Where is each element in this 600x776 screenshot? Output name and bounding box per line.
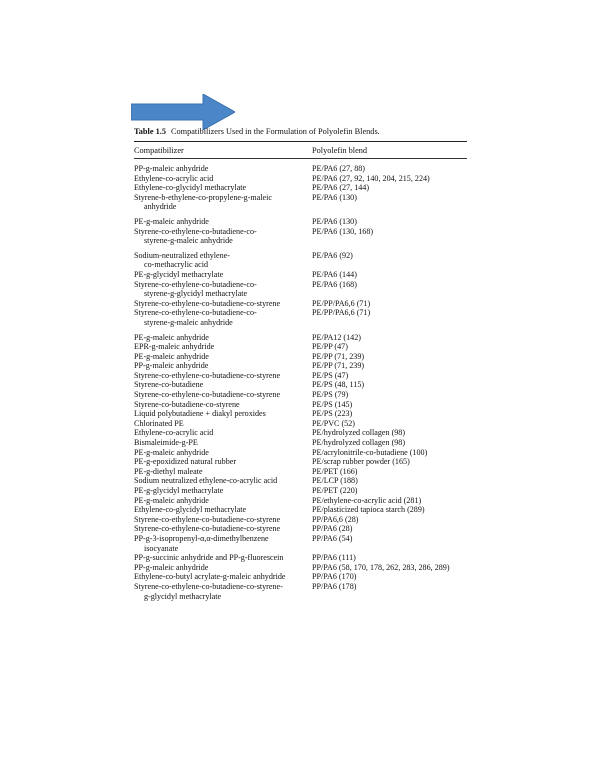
compatibilizer-cell	[134, 183, 312, 193]
compatibilizer-text: co-methacrylic acid	[144, 260, 209, 270]
table-row	[134, 486, 467, 496]
compatibilizer-text: Bismaleimide-g-PE	[134, 438, 198, 448]
polyolefin-blend-cell: PE/acrylonitrile-co-butadiene (100)	[312, 447, 428, 457]
header-polyolefin-blend: Polyolefin blend	[312, 146, 368, 155]
polyolefin-blend-cell: PE/PP/PA6,6 (71)	[312, 308, 371, 318]
table-row	[134, 553, 467, 563]
compatibilizer-cell	[134, 409, 312, 419]
table-title: Compatibilizers Used in the Formulation of Polyolefin Blends.	[170, 127, 380, 136]
compatibilizer-cell	[134, 486, 312, 496]
compatibilizer-cell	[134, 476, 312, 486]
table-row	[134, 164, 467, 174]
polyolefin-blend-cell: PP/PA6 (28)	[312, 524, 353, 534]
polyolefin-blend-cell: PE/PP (47)	[312, 342, 348, 352]
compatibilizer-cell	[134, 217, 312, 227]
polyolefin-blend-cell: PE/hydrolyzed collagen (98)	[312, 438, 406, 448]
polyolefin-blend-cell: PE/PA6 (27, 92, 140, 204, 215, 224)	[312, 173, 430, 183]
compatibilizer-text: styrene-g-maleic anhydride	[144, 236, 233, 246]
arrow-right-icon	[131, 94, 235, 130]
header-compatibilizer: Compatibilizer	[134, 146, 184, 155]
table-row	[134, 476, 467, 486]
table-row	[134, 448, 467, 458]
polyolefin-blend-cell: PE/PS (47)	[312, 370, 349, 380]
compatibilizer-text: PE-g-maleic anhydride	[134, 351, 209, 361]
compatibilizer-cell	[134, 400, 312, 410]
table-row	[134, 270, 467, 280]
polyolefin-blend-cell: PE/PA6 (144)	[312, 269, 357, 279]
polyolefin-blend-cell: PP/PA6 (178)	[312, 581, 357, 591]
compatibilizer-text: Ethylene-co-acrylic acid	[134, 173, 214, 183]
compatibilizer-text: Sodium-neutralized ethylene-	[134, 250, 230, 260]
table-row	[134, 534, 467, 553]
table-row	[134, 333, 467, 343]
compatibilizer-text: Styrene-co-butadiene-co-styrene	[134, 399, 240, 409]
compatibilizer-text: Styrene-co-ethylene-co-butadiene-co-styrene	[134, 298, 281, 308]
table-row	[134, 251, 467, 270]
polyolefin-blend-cell: PE/PVC (52)	[312, 418, 355, 428]
polyolefin-blend-cell: PE/PA6 (130)	[312, 192, 357, 202]
polyolefin-blend-cell: PE/PA6 (27, 88)	[312, 164, 365, 173]
compatibilizer-text: PP-g-succinic anhydride and PP-g-fluorescein	[134, 553, 284, 563]
compatibilizer-cell	[134, 371, 312, 381]
compatibilizer-cell	[134, 563, 312, 573]
compatibilizer-cell	[134, 308, 312, 327]
table-row	[134, 217, 467, 227]
polyolefin-blend-cell: PE/PS (145)	[312, 399, 353, 409]
polyolefin-blend-cell: PE/PA6 (130)	[312, 216, 357, 226]
table-row	[134, 524, 467, 534]
compatibilizer-text: PE-g-glycidyl methacrylate	[134, 269, 224, 279]
table-row	[134, 390, 467, 400]
compatibilizer-cell	[134, 448, 312, 458]
polyolefin-blend-cell: PE/hydrolyzed collagen (98)	[312, 428, 406, 438]
table-row	[134, 342, 467, 352]
table-row	[134, 183, 467, 193]
compatibilizer-text: Ethylene-co-glycidyl methacrylate	[134, 505, 247, 515]
table-row	[134, 227, 467, 246]
compatibilizer-text: PP-g-maleic anhydride	[134, 562, 209, 572]
table-row	[134, 409, 467, 419]
compatibilizer-cell	[134, 299, 312, 309]
compatibilizer-text: PP-g-3-isopropenyl-α,α-dimethylbenzene	[134, 533, 269, 543]
table-row	[134, 582, 467, 601]
compatibilizer-text: Styrene-b-ethylene-co-propylene-g-maleic	[134, 192, 272, 202]
compatibilizer-text: styrene-g-glycidyl methacrylate	[144, 289, 248, 299]
table-row	[134, 457, 467, 467]
polyolefin-blend-cell: PP/PA6 (58, 170, 178, 262, 283, 286, 289)	[312, 562, 450, 572]
table-row	[134, 515, 467, 525]
compatibilizer-cell	[134, 457, 312, 467]
polyolefin-blend-cell: PE/PA12 (142)	[312, 332, 361, 342]
polyolefin-blend-cell: PE/PS (79)	[312, 390, 349, 400]
compatibilizer-cell	[134, 390, 312, 400]
polyolefin-blend-cell: PE/PA6 (168)	[312, 279, 357, 289]
compatibilizer-cell	[134, 270, 312, 280]
compatibilizer-text: EPR-g-maleic anhydride	[134, 342, 215, 352]
polyolefin-blend-cell: PE/PP (71, 239)	[312, 361, 365, 371]
compatibilizer-cell	[134, 352, 312, 362]
polyolefin-blend-cell: PE/PP (71, 239)	[312, 351, 365, 361]
compatibilizer-cell	[134, 361, 312, 371]
compatibilizer-cell	[134, 572, 312, 582]
compatibilizer-cell	[134, 534, 312, 553]
table-row	[134, 193, 467, 212]
table-row	[134, 428, 467, 438]
compatibilizer-text: anhydride	[144, 202, 177, 212]
compatibilizer-text: Styrene-co-butadiene	[134, 380, 204, 390]
compatibilizer-cell	[134, 505, 312, 515]
compatibilizer-text: Ethylene-co-acrylic acid	[134, 428, 214, 438]
polyolefin-blend-cell: PE/PA6 (27, 144)	[312, 183, 370, 193]
compatibilizer-cell	[134, 467, 312, 477]
table-row	[134, 371, 467, 381]
compatibilizer-text: PE-g-maleic anhydride	[134, 495, 209, 505]
table-header-row	[134, 142, 467, 156]
compatibilizer-text: Styrene-co-ethylene-co-butadiene-co-styrene	[134, 390, 281, 400]
compatibilizer-cell	[134, 380, 312, 390]
polyolefin-blend-cell: PE/plasticized tapioca starch (289)	[312, 505, 425, 515]
compatibilizer-text: PE-g-glycidyl methacrylate	[134, 486, 224, 495]
table-caption	[134, 127, 380, 136]
table-row	[134, 505, 467, 515]
table-row	[134, 361, 467, 371]
compatibilizer-text: Styrene-co-ethylene-co-butadiene-co-styrene	[134, 514, 281, 524]
compatibilizer-text: PE-g-diethyl maleate	[134, 466, 203, 476]
compatibilizer-cell	[134, 164, 312, 174]
compatibilizer-text: Chlorinated PE	[134, 418, 184, 428]
table-row	[134, 299, 467, 309]
compatibilizer-text: Styrene-co-ethylene-co-butadiene-co-styrene	[134, 370, 281, 380]
compatibilizer-text: Liquid polybutadiene + diakyl peroxides	[134, 409, 266, 419]
table-label: Table 1.5	[134, 127, 166, 136]
compatibilizer-text: g-glycidyl methacrylate	[144, 591, 222, 601]
compatibilizer-cell	[134, 438, 312, 448]
table-row	[134, 380, 467, 390]
table-row	[134, 174, 467, 184]
compatibilizer-cell	[134, 419, 312, 429]
compatibilizer-cell	[134, 174, 312, 184]
polyolefin-blend-cell: PE/LCP (188)	[312, 476, 358, 486]
table-row	[134, 419, 467, 429]
compatibilizer-text: PE-g-maleic anhydride	[134, 216, 209, 226]
table-row	[134, 352, 467, 362]
polyolefin-blend-cell: PE/PA6 (92)	[312, 250, 353, 260]
compatibilizer-cell	[134, 193, 312, 212]
table-row	[134, 563, 467, 573]
table-row	[134, 308, 467, 327]
compatibilizer-text: Styrene-co-ethylene-co-butadiene-co-styrene	[134, 524, 281, 534]
compatibilizer-cell	[134, 515, 312, 525]
compatibilizer-text: isocyanate	[144, 543, 179, 553]
table-row	[134, 438, 467, 448]
compatibilizer-text: Styrene-co-ethylene-co-butadiene-co-	[134, 226, 257, 236]
compatibilizer-cell	[134, 333, 312, 343]
compatibilizer-text: Ethylene-co-butyl acrylate-g-maleic anhydride	[134, 572, 286, 582]
compatibilizer-cell	[134, 553, 312, 563]
compatibilizer-cell	[134, 280, 312, 299]
compatibilizer-text: Styrene-co-ethylene-co-butadiene-co-	[134, 308, 257, 318]
polyolefin-blend-cell: PP/PA6,6 (28)	[312, 514, 359, 524]
table-row	[134, 280, 467, 299]
compatibilizer-text: PE-g-epoxidized natural rubber	[134, 457, 237, 467]
polyolefin-blend-cell: PE/PET (166)	[312, 466, 358, 476]
polyolefin-blend-cell: PE/PA6 (130, 168)	[312, 226, 374, 236]
table-row	[134, 496, 467, 506]
polyolefin-blend-cell: PP/PA6 (54)	[312, 533, 353, 543]
compatibilizer-cell	[134, 251, 312, 270]
table-row	[134, 467, 467, 477]
polyolefin-blend-cell: PP/PA6 (111)	[312, 553, 356, 563]
compatibilizer-text: Ethylene-co-glycidyl methacrylate	[134, 183, 247, 193]
compatibilizer-cell	[134, 428, 312, 438]
polyolefin-blend-cell: PE/PS (48, 115)	[312, 380, 365, 390]
table-body	[134, 159, 467, 601]
table-row	[134, 572, 467, 582]
compatibilizer-text: PP-g-maleic anhydride	[134, 164, 209, 173]
compatibilizer-text: PP-g-maleic anhydride	[134, 361, 209, 371]
compatibilizer-text: PE-g-maleic anhydride	[134, 332, 209, 342]
polyolefin-blend-cell: PE/scrap rubber powder (165)	[312, 457, 410, 467]
compatibilizer-text: PE-g-maleic anhydride	[134, 447, 209, 457]
compatibilizer-cell	[134, 227, 312, 246]
table-row	[134, 400, 467, 410]
compatibilizer-cell	[134, 342, 312, 352]
compatibilizer-text: Styrene-co-ethylene-co-butadiene-co-styrene-	[134, 581, 283, 591]
compatibilizer-text: Styrene-co-ethylene-co-butadiene-co-	[134, 279, 257, 289]
polyolefin-blend-cell: PP/PA6 (170)	[312, 572, 357, 582]
polyolefin-blend-cell: PE/PET (220)	[312, 486, 358, 495]
compatibilizer-text: Sodium neutralized ethylene-co-acrylic acid	[134, 476, 278, 486]
compatibilizer-text: styrene-g-maleic anhydride	[144, 317, 233, 327]
compatibilizer-table	[134, 141, 467, 601]
compatibilizer-cell	[134, 524, 312, 534]
polyolefin-blend-cell: PE/PP/PA6,6 (71)	[312, 298, 371, 308]
compatibilizer-cell	[134, 496, 312, 506]
polyolefin-blend-cell: PE/ethylene-co-acrylic acid (281)	[312, 495, 422, 505]
compatibilizer-cell	[134, 582, 312, 601]
polyolefin-blend-cell: PE/PS (223)	[312, 409, 353, 419]
